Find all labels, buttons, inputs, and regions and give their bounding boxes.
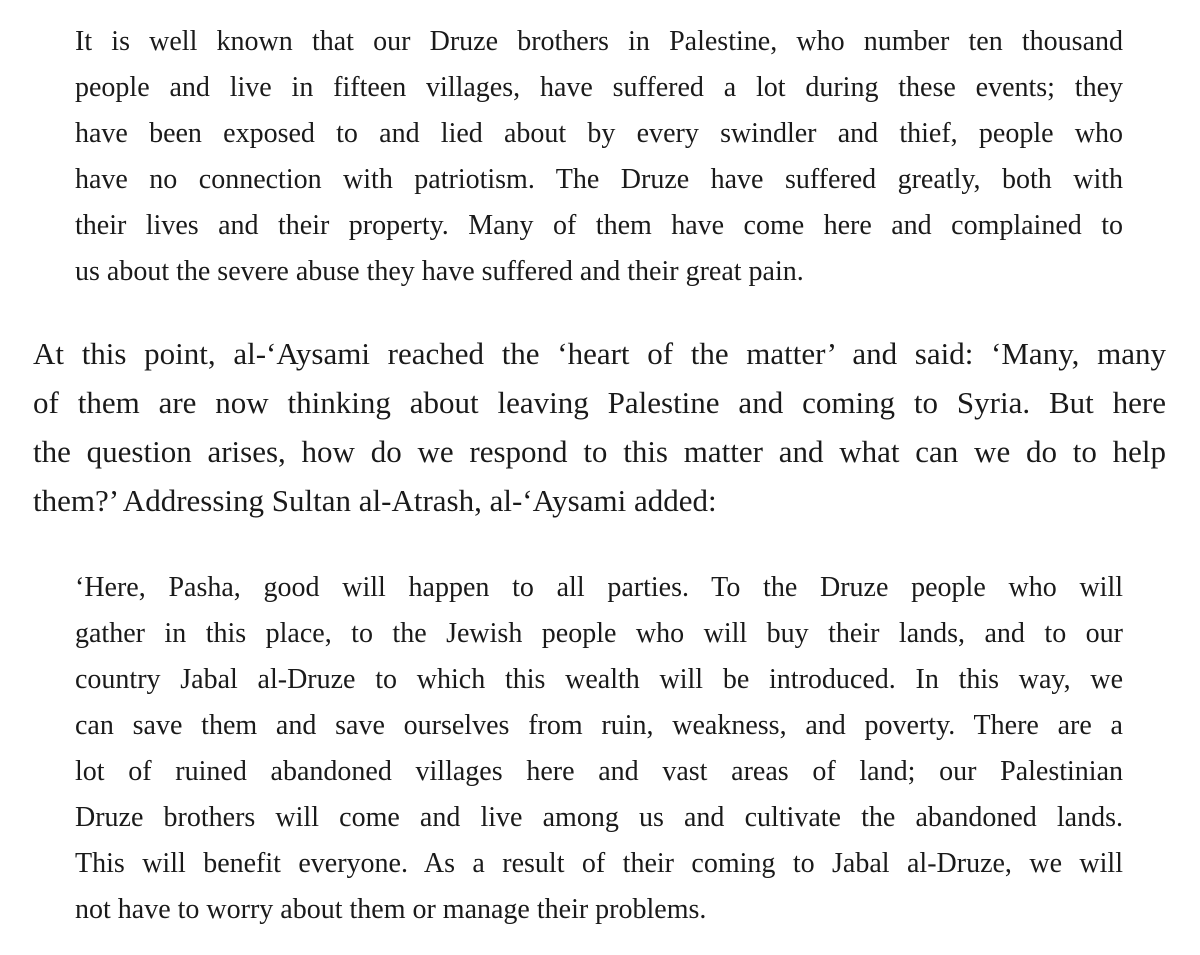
text-line: lot of ruined abandoned villages here and vast areas of land; our Palestinian <box>75 756 1123 787</box>
text-line: people and live in fifteen villages, have suffered a lot during these events; they <box>75 72 1123 103</box>
text-line: At this point, al-‘Aysami reached the ‘heart of the matter’ and said: ‘Many, many <box>33 336 1166 371</box>
text-line: the question arises, how do we respond to this matter and what can we do to help <box>33 434 1166 469</box>
text-line: can save them and save ourselves from ruin, weakness, and poverty. There are a <box>75 710 1123 741</box>
text-line: This will benefit everyone. As a result of their coming to Jabal al-Druze, we will <box>75 848 1123 879</box>
text-line: gather in this place, to the Jewish people who will buy their lands, and to our <box>75 618 1123 649</box>
text-line: of them are now thinking about leaving Palestine and coming to Syria. But here <box>33 385 1166 420</box>
text-line: them?’ Addressing Sultan al-Atrash, al-‘Aysami added: <box>33 483 717 518</box>
block-quote-druze-suffering <box>75 19 1123 295</box>
text-line: us about the severe abuse they have suffered and their great pain. <box>75 256 804 287</box>
text-line: have no connection with patriotism. The Druze have suffered greatly, both with <box>75 164 1123 195</box>
text-line: have been exposed to and lied about by every swindler and thief, people who <box>75 118 1123 149</box>
block-quote-pasha-address <box>75 565 1123 933</box>
text-line: ‘Here, Pasha, good will happen to all parties. To the Druze people who will <box>75 572 1123 603</box>
text-line: Druze brothers will come and live among us and cultivate the abandoned lands. <box>75 802 1123 833</box>
text-line: not have to worry about them or manage their problems. <box>75 894 707 925</box>
text-line: their lives and their property. Many of them have come here and complained to <box>75 210 1123 241</box>
text-line: It is well known that our Druze brothers in Palestine, who number ten thousand <box>75 26 1123 57</box>
body-paragraph <box>33 329 1166 525</box>
text-line: country Jabal al-Druze to which this wealth will be introduced. In this way, we <box>75 664 1123 695</box>
